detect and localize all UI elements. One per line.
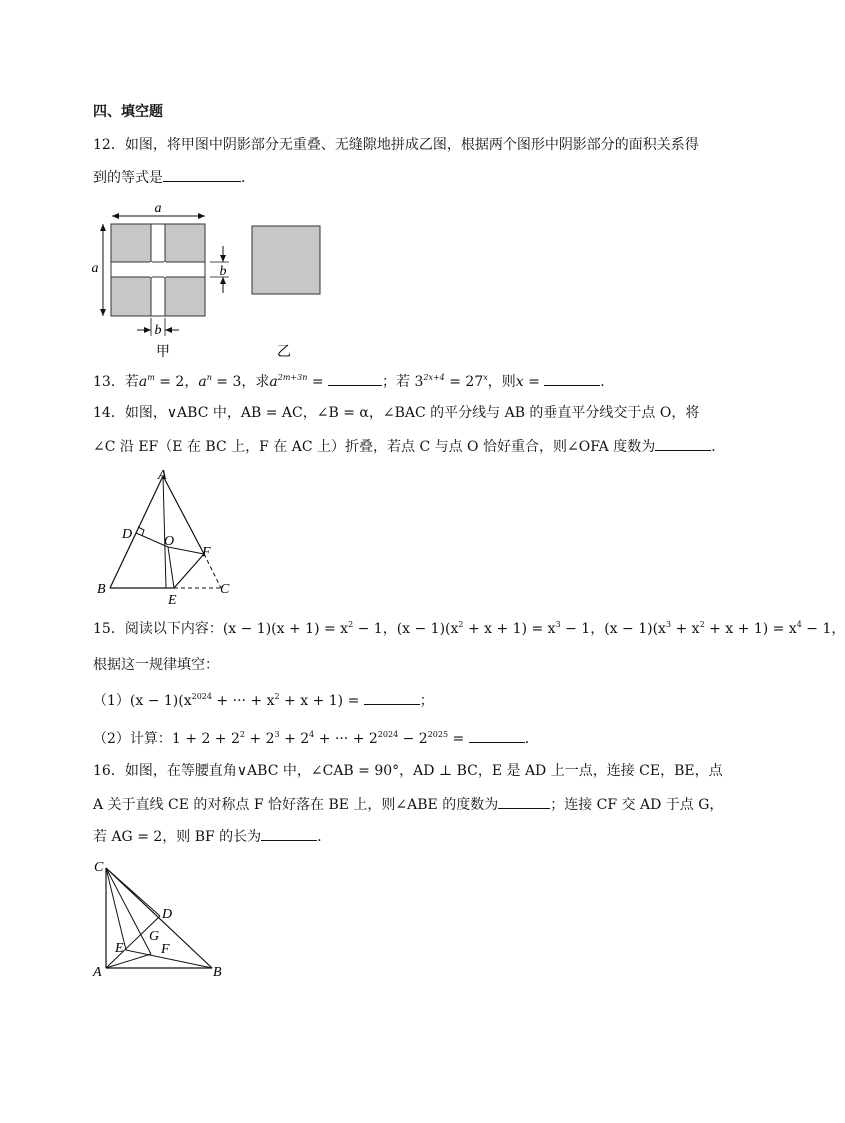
q13-exp-n: n: [206, 373, 212, 382]
q12-caption-jia: 甲: [156, 344, 170, 360]
q16-line2: [93, 796, 723, 813]
q15-p2-e: − 2: [398, 731, 428, 747]
q12-line2: [93, 169, 255, 186]
q12-label-a-top: a: [154, 201, 162, 216]
q12-horizontal-strip: [111, 262, 205, 277]
q16-line3-b: ．: [317, 829, 332, 845]
q16-point-A: A: [93, 965, 102, 980]
q14-text: ∠C 沿 EF（E 在 BC 上，F 在 AC 上）折叠，若点 C 与点 O 恰好重合，则∠OFA 度数为: [93, 439, 656, 455]
q15-part-c: + x + 1) = x: [463, 621, 556, 637]
q12-answer-blank[interactable]: [163, 169, 241, 182]
q13-eq2: = 2，: [154, 374, 199, 390]
q14-point-C: C: [220, 582, 230, 597]
q15-p2-s5: 2025: [427, 730, 449, 739]
q16-line3: [93, 828, 331, 845]
q15-p1-end: ；: [419, 693, 434, 709]
q15-answer-blank-2[interactable]: [469, 730, 525, 743]
q15-sup2: 2: [458, 620, 464, 629]
q13-semi: ；若: [382, 374, 411, 390]
q15-p2-s4: 2024: [377, 730, 399, 739]
q13-answer-blank-2[interactable]: [544, 373, 600, 386]
q13-prefix: 13．若: [93, 374, 139, 390]
q15-part-e: + x: [671, 621, 700, 637]
q15-p1-a: （1）(x − 1)(x: [93, 693, 192, 709]
q13-answer-blank-1[interactable]: [328, 373, 382, 386]
q14-point-A: A: [158, 468, 167, 483]
q13-eq27: = 27: [444, 374, 484, 390]
q16-point-D: D: [162, 907, 173, 922]
q14-point-D: D: [122, 527, 133, 542]
q15-part1: [93, 692, 434, 709]
q13-eq3: = 3，求: [211, 374, 270, 390]
q12-line1: 12．如图，将甲图中阴影部分无重叠、无缝隙地拼成乙图，根据两个图形中阴影部分的面积关系得: [93, 137, 699, 153]
q14-end: ．: [711, 439, 726, 455]
q12-label-b-bottom: b: [154, 323, 162, 338]
q15-sup5: 2: [699, 620, 705, 629]
q16-line2-b: ；连接 CF 交 AD 于点 G，: [550, 797, 724, 813]
q15-line2: 根据这一规律填空：: [93, 657, 219, 673]
q16-answer-blank-1[interactable]: [498, 796, 550, 809]
section-title: 四、填空题: [93, 104, 163, 120]
q12-end: ．: [241, 170, 255, 186]
q16-point-F: F: [161, 942, 170, 957]
q15-part2: [93, 730, 539, 747]
q13-exp-x: x: [483, 373, 488, 382]
q16-line1: 16．如图，在等腰直角∨ABC 中，∠CAB = 90°，AD ⊥ BC，E 是 AD 上一点，连接 CE，BE，点: [93, 763, 723, 779]
q15-part-a: 15．阅读以下内容：(x − 1)(x + 1) = x: [93, 621, 349, 637]
q15-p1-b: + ··· + x: [211, 693, 275, 709]
q16-point-E: E: [115, 941, 124, 956]
q15-p2-f: =: [448, 731, 469, 747]
q12-caption-yi: 乙: [277, 344, 291, 360]
q16-line3-a: 若 AG = 2，则 BF 的长为: [93, 829, 262, 845]
q14-point-B: B: [97, 582, 106, 597]
q15-p2-c: + 2: [279, 731, 310, 747]
q13-then: ，则: [487, 374, 516, 390]
q16-answer-blank-2[interactable]: [261, 828, 317, 841]
q13-exp-2m3n: 2m+3n: [277, 373, 308, 382]
q15-part-d: − 1，(x − 1)(x: [560, 621, 666, 637]
q13-exp-2x4: 2x+4: [423, 373, 445, 382]
q13-base-3: 3: [410, 374, 424, 390]
q15-p1-c: + x + 1) =: [279, 693, 364, 709]
q15-sup6: 4: [796, 620, 802, 629]
q13-exp-m: m: [147, 373, 155, 382]
q15-p2-s3: 4: [309, 730, 315, 739]
q12-square-yi: [252, 226, 320, 294]
q14-point-O: O: [164, 534, 175, 549]
q15-p2-s1: 2: [239, 730, 245, 739]
q14-point-E: E: [168, 593, 177, 608]
q14-point-F: F: [202, 545, 211, 560]
q15-part-f: + x + 1) = x: [704, 621, 797, 637]
q15-sup4: 3: [665, 620, 672, 629]
q16-line2-a: A 关于直线 CE 的对称点 F 恰好落在 BE 上，则∠ABE 的度数为: [93, 797, 499, 813]
q15-p2-b: + 2: [244, 731, 275, 747]
q12-figure: [85, 196, 345, 364]
q15-p1-sup: 2024: [191, 692, 212, 701]
q16-point-G: G: [149, 929, 160, 944]
q13-eq-end: =: [523, 374, 545, 390]
q13-base-a3: a: [269, 374, 278, 390]
q13-var-x: x: [515, 374, 524, 390]
q13-base-a2: a: [198, 374, 207, 390]
q14-line2: [93, 438, 725, 455]
q13-end: ．: [600, 374, 615, 390]
q12-text: 到的等式是: [93, 170, 163, 186]
q16-point-C: C: [94, 860, 104, 875]
q14-answer-blank[interactable]: [655, 438, 711, 451]
q15-line1: [93, 621, 845, 637]
q16-point-B: B: [213, 965, 222, 980]
q15-p2-a: （2）计算：1 + 2 + 2: [93, 731, 240, 747]
q13-base-a1: a: [138, 374, 148, 390]
q13-line: [93, 373, 614, 390]
q15-answer-blank-1[interactable]: [364, 692, 420, 705]
q14-line1: 14．如图，∨ABC 中，AB = AC，∠B = α，∠BAC 的平分线与 AB 的垂直平分线交于点 O，将: [93, 405, 700, 421]
q12-label-b-right: b: [219, 264, 227, 279]
q15-sup3: 3: [555, 620, 561, 629]
q13-eq: =: [307, 374, 329, 390]
q15-part-g: − 1，: [801, 621, 845, 637]
q16-figure: [88, 854, 238, 984]
q12-label-a-left: a: [91, 261, 99, 276]
q15-p1-sup2: 2: [274, 692, 280, 701]
q15-p2-s2: 3: [274, 730, 280, 739]
q15-p2-end: ．: [524, 731, 539, 747]
q15-p2-d: + ··· + 2: [314, 731, 378, 747]
q14-figure: [88, 462, 248, 610]
q15-part-b: − 1，(x − 1)(x: [353, 621, 459, 637]
q15-sup1: 2: [348, 620, 354, 629]
